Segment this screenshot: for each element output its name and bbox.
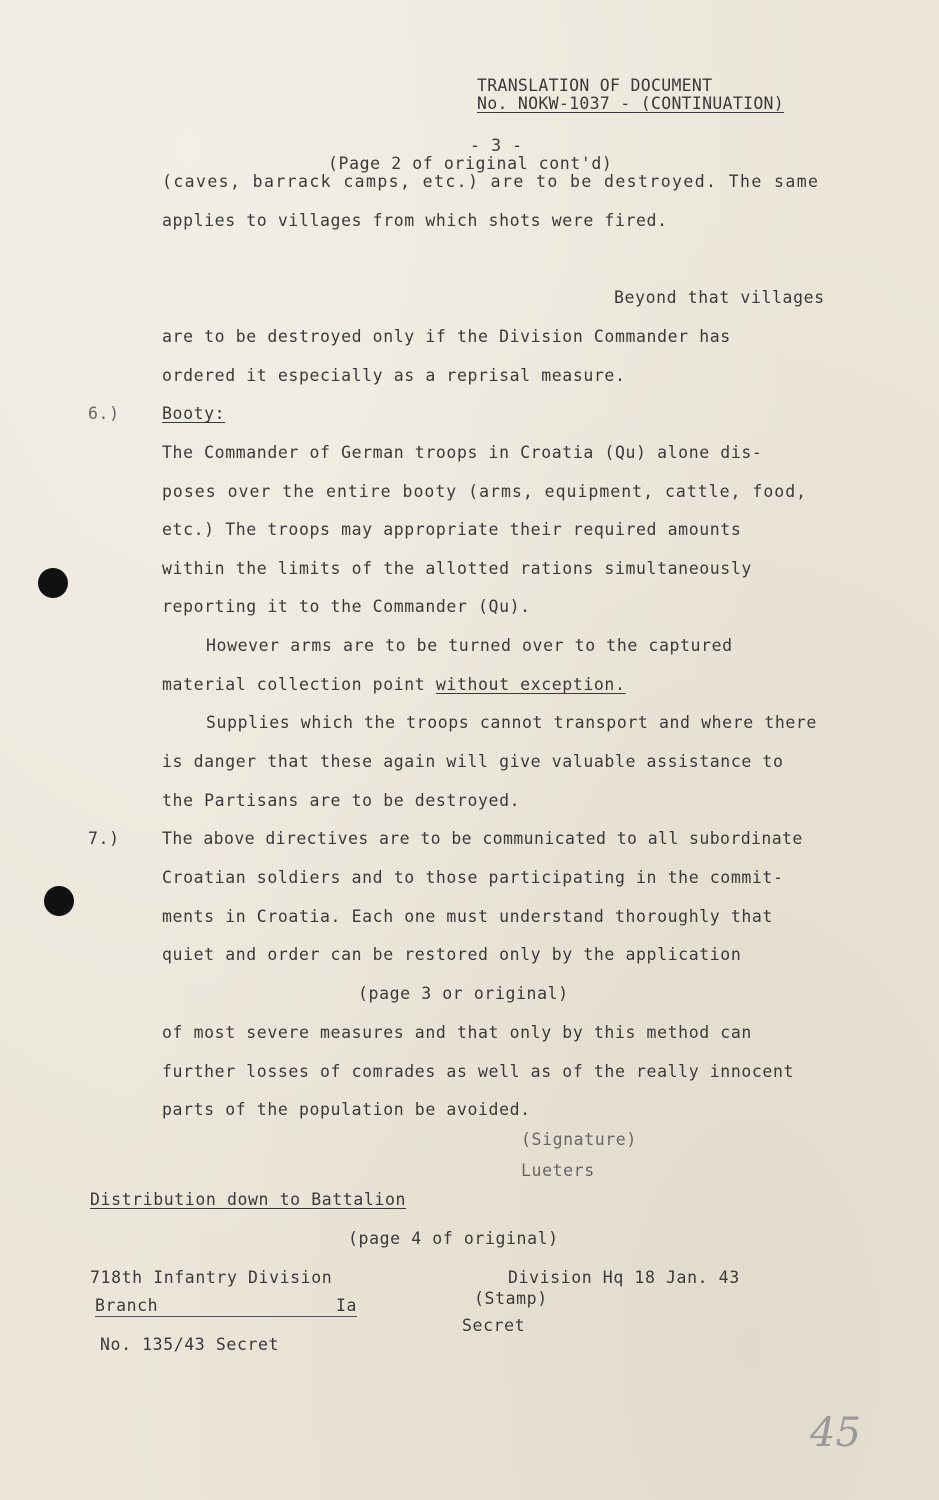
section-number: 6.) <box>88 404 120 423</box>
secret-label: Secret <box>462 1316 526 1335</box>
paragraph-line: ordered it especially as a reprisal measure. <box>162 366 626 385</box>
paragraph-line: is danger that these again will give valuable assistance to <box>162 752 784 771</box>
signature-label: (Signature) <box>521 1130 637 1149</box>
paragraph-line: reporting it to the Commander (Qu). <box>162 597 531 616</box>
document-number: No. NOKW-1037 - (CONTINUATION) <box>477 94 785 113</box>
branch-code: Ia <box>336 1296 358 1315</box>
emphasis-text: without exception. <box>435 675 626 694</box>
paragraph-line: Supplies which the troops cannot transport and where there <box>206 713 817 732</box>
paragraph-line: parts of the population be avoided. <box>162 1100 531 1119</box>
division-hq-date: Division Hq 18 Jan. 43 <box>508 1268 740 1287</box>
paragraph-line: The above directives are to be communicated to all subordinate <box>162 829 803 848</box>
original-page-note: (page 4 of original) <box>348 1229 559 1248</box>
signature-name: Lueters <box>521 1161 595 1180</box>
paragraph-line: applies to villages from which shots were fired. <box>162 211 668 230</box>
section-heading: Booty: <box>162 404 226 423</box>
paragraph-line: the Partisans are to be destroyed. <box>162 791 521 810</box>
handwritten-page-number: 45 <box>810 1410 861 1456</box>
punch-hole-top <box>38 568 68 598</box>
original-page-note: (Page 2 of original cont'd) <box>328 154 613 173</box>
page-number: - 3 - <box>470 136 523 155</box>
paragraph-line: Beyond that villages <box>614 288 825 307</box>
paragraph-line: quiet and order can be restored only by the application <box>162 945 742 964</box>
paragraph-line: are to be destroyed only if the Division Commander has <box>162 327 731 346</box>
paragraph-line: poses over the entire booty (arms, equipment, cattle, food, <box>162 482 808 501</box>
paragraph-line: Croatian soldiers and to those participating in the commit- <box>162 868 784 887</box>
division-name: 718th Infantry Division <box>90 1268 333 1287</box>
distribution-line: Distribution down to Battalion <box>90 1190 407 1209</box>
paragraph-line: etc.) The troops may appropriate their required amounts <box>162 520 742 539</box>
paragraph-line: However arms are to be turned over to the captured <box>206 636 733 655</box>
punch-hole-bottom <box>44 886 74 916</box>
section-number: 7.) <box>88 829 120 848</box>
paragraph-line: The Commander of German troops in Croatia (Qu) alone dis- <box>162 443 763 462</box>
branch-label: Branch <box>95 1296 159 1315</box>
original-page-note: (page 3 or original) <box>358 984 569 1003</box>
paragraph-line: within the limits of the allotted rations simultaneously <box>162 559 752 578</box>
paragraph-line: of most severe measures and that only by this method can <box>162 1023 752 1042</box>
branch-underline <box>95 1316 357 1317</box>
paragraph-line <box>162 675 626 695</box>
paragraph-text: material collection point <box>162 675 436 694</box>
paragraph-line: ments in Croatia. Each one must understand thoroughly that <box>162 907 773 926</box>
document-title: TRANSLATION OF DOCUMENT <box>477 76 713 95</box>
paragraph-line: further losses of comrades as well as of the really innocent <box>162 1062 795 1081</box>
paragraph-line: (caves, barrack camps, etc.) are to be destroyed. The same <box>162 172 820 191</box>
stamp-label: (Stamp) <box>474 1289 548 1308</box>
document-reference-number: No. 135/43 Secret <box>100 1335 280 1354</box>
